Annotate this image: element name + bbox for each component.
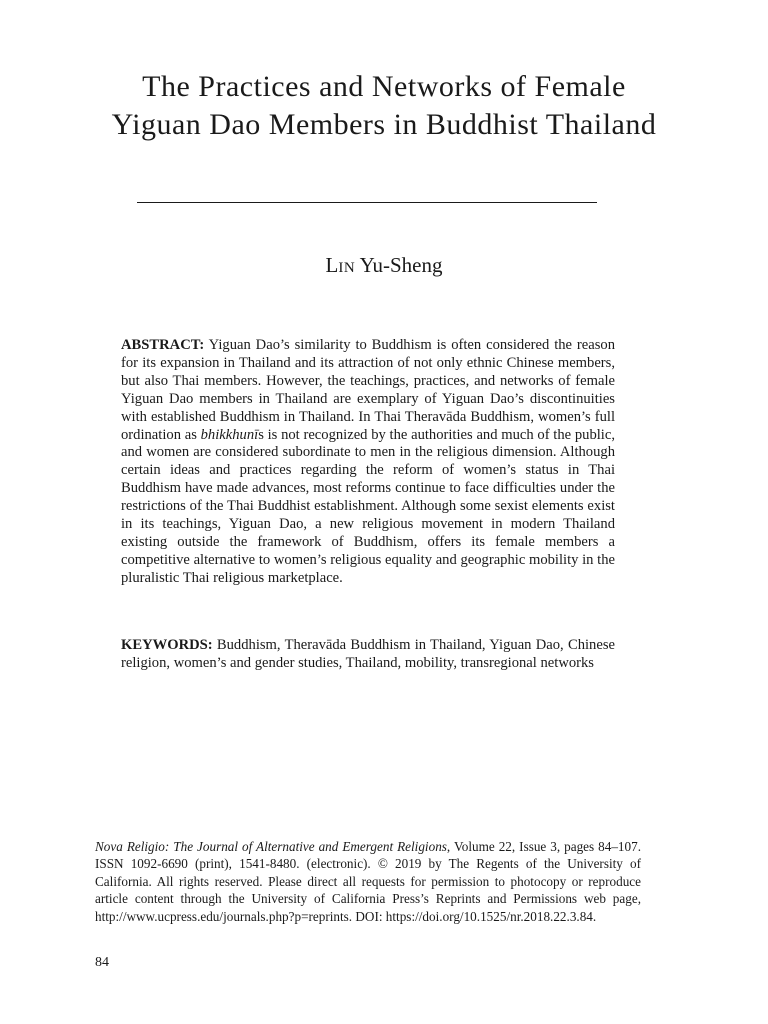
keywords [121, 637, 615, 673]
author-family-initial: L [325, 253, 339, 277]
keywords-label: KEYWORDS: [121, 637, 213, 653]
journal-name: Nova Religio: The Journal of Alternative and Emergent Religions [95, 839, 447, 854]
publication-footnote [95, 838, 641, 925]
publication-details: , Volume 22, Issue 3, pages 84–107. ISSN 1092-6690 (print), 1541-8480. (electronic). © 2019 by The Regents of the University of California. All rights reserved. Please direct all requests for permission to photocopy or reproduce article content through the University of California Press’s Reprints and Permissions web page, http://www.ucpress.edu/journals.php?p=reprints. DOI: https://doi.org/10.1525/nr.2018.22.3.84. [95, 839, 641, 924]
title-divider [137, 202, 597, 203]
author-name [100, 252, 668, 281]
abstract-label: ABSTRACT: [121, 337, 205, 353]
page-number: 84 [95, 955, 109, 970]
abstract-text-part2: s is not recognized by the authorities and much of the public, and women are considered subordinate to men in the religious dimension. Although certain ideas and practices regarding the reform of women’s status in Thai Buddhism have made advances, most reforms continue to face difficulties under the restrictions of the Thai Buddhist establishment. Although some sexist elements exist in its teachings, Yiguan Dao, a new religious movement in modern Thailand existing outside the framework of Buddhism, offers its female members a competitive alternative to women’s religious equality and geographic mobility in the pluralistic Thai religious marketplace. [121, 426, 615, 586]
abstract-text-part1: Yiguan Dao’s similarity to Buddhism is often considered the reason for its expansion in Thailand and its attraction of not only ethnic Chinese members, but also Thai members. However, the teachings, practices, and networks of female Yiguan Dao members in Thailand are exemplary of Yiguan Dao’s discontinuities with established Buddhism in Thailand. In Thai Theravāda Buddhism, women’s full ordination as [121, 337, 616, 443]
abstract [121, 337, 615, 588]
author-given-name: Yu-Sheng [359, 253, 443, 277]
keywords-text: Buddhism, Theravāda Buddhism in Thailand, Yiguan Dao, Chinese religion, women’s and gender studies, Thailand, mobility, transregional networks [121, 637, 615, 671]
article-title: The Practices and Networks of Female Yiguan Dao Members in Buddhist Thailand [111, 70, 657, 141]
author-family-rest: IN [338, 260, 356, 276]
abstract-italic-term: bhikkhunī [200, 426, 259, 443]
